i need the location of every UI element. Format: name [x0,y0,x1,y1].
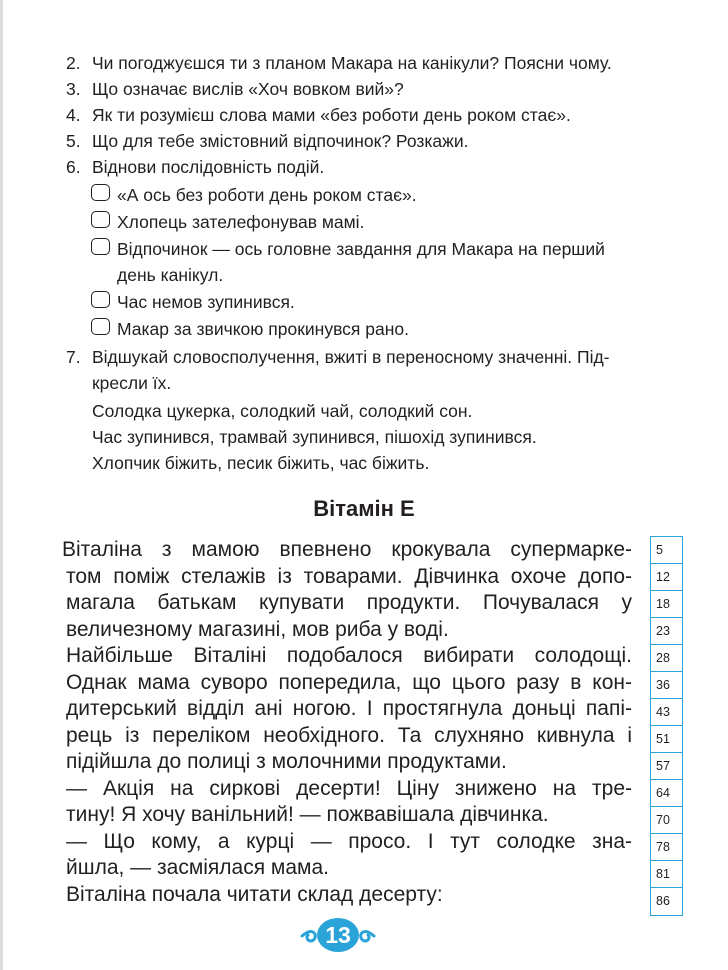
word-count: 81 [651,861,682,888]
word-count: 23 [651,618,682,645]
question-number: 5. [66,131,81,151]
story-text [62,537,632,908]
question-text: Відшукай словосполучення, вжиті в переносному значенні. Під- [92,347,610,367]
order-checkbox[interactable] [91,184,110,201]
question-text: Віднови послідовність подій. [92,157,325,177]
order-checkbox[interactable] [91,211,110,228]
paragraph [62,643,632,776]
question-6 [66,154,666,180]
word-count: 57 [651,753,682,780]
question-number: 7. [66,347,81,367]
question-text-continued: кресли їх. [92,373,172,393]
question-number: 3. [66,79,81,99]
word-count: 51 [651,726,682,753]
sequence-item [91,289,666,315]
sequence-text: Відпочинок — ось головне завдання для Макара на перший [117,239,605,259]
text-line: підійшла до полиці з молочними продуктами. [66,750,507,773]
text-line: Віталіна почала читати склад десерту: [66,882,443,906]
page-number-badge [298,913,378,955]
word-count: 5 [651,537,682,564]
question-text: Що означає вислів «Хоч вовком вий»? [92,79,404,99]
word-count: 43 [651,699,682,726]
paragraph [62,537,632,643]
sequence-text: «А ось без роботи день роком стає». [117,185,417,205]
paragraph [62,776,632,829]
question-5 [66,128,666,154]
question-3 [66,76,666,102]
story-title: Вітамін Е [313,496,415,521]
question-number: 2. [66,53,81,73]
question-number: 6. [66,157,81,177]
sequence-item [91,209,666,235]
text-line: тину! Я хочу ванільний! — пожвавішала дівчинка. [66,803,549,826]
text-line: Однак мама суворо попередила, що цього разу в кон- [66,670,632,694]
sequence-item [91,236,666,288]
order-checkbox[interactable] [91,238,110,255]
question-text: Чи погоджуєшся ти з планом Макара на канікули? Поясни чому. [92,53,612,73]
word-count: 28 [651,645,682,672]
word-count: 78 [651,834,682,861]
text-line: рець із переліком необхідного. Та слухняно кивнула і [66,723,632,747]
sequence-text: Хлопець зателефонував мамі. [117,212,365,232]
text-line: Віталіна з мамою впевнено крокувала супермарке- [62,538,632,561]
phrase-line: Час зупинився, трамвай зупинився, пішохід зупинився. [92,427,537,447]
word-count: 12 [651,564,682,591]
text-line: магала батькам купувати продукти. Почувалася у [66,591,632,614]
questions-section [66,50,666,476]
question-2 [66,50,666,76]
sequence-text: день канікул. [117,265,224,285]
text-line: Найбільше Віталіні подобалося вибирати солодощі. [66,644,632,667]
question-number: 4. [66,105,81,125]
page-edge [0,0,3,970]
question-text: Як ти розумієш слова мами «без роботи день роком стає». [92,105,571,125]
word-count: 64 [651,780,682,807]
text-line: — Акція на сиркові десерти! Ціну знижено на тре- [66,776,632,800]
word-count: 86 [656,894,670,908]
word-count: 18 [651,591,682,618]
question-7 [66,344,666,370]
word-count-column [650,536,683,916]
phrase-line: Хлопчик біжить, песик біжить, час біжить. [92,453,430,473]
sequence-text: Час немов зупинився. [117,292,295,312]
text-line: йшла, — засміялася мама. [66,856,330,879]
sequence-item [91,182,666,208]
order-checkbox[interactable] [91,291,110,308]
paragraph [62,882,632,909]
word-count: 36 [651,672,682,699]
question-text: Що для тебе змістовний відпочинок? Розкажи. [92,131,469,151]
text-line: — Що кому, а курці — просо. І тут солодке зна- [66,829,632,853]
order-checkbox[interactable] [91,318,110,335]
left-swirl-icon [302,932,315,941]
text-line: том поміж стелажів із товарами. Дівчинка охоче допо- [66,564,632,588]
page-number: 13 [325,922,351,948]
sequence-text: Макар за звичкою прокинувся рано. [117,319,409,339]
right-swirl-icon [361,932,374,941]
text-line: дитерський відділ ані ногою. І простягнула доньці папі- [66,697,632,720]
question-4 [66,102,666,128]
paragraph [62,829,632,882]
sequence-item [91,316,666,342]
word-count: 70 [651,807,682,834]
text-line: величезному магазині, мов риба у воді. [66,617,449,641]
phrase-line: Солодка цукерка, солодкий чай, солодкий сон. [92,401,473,421]
